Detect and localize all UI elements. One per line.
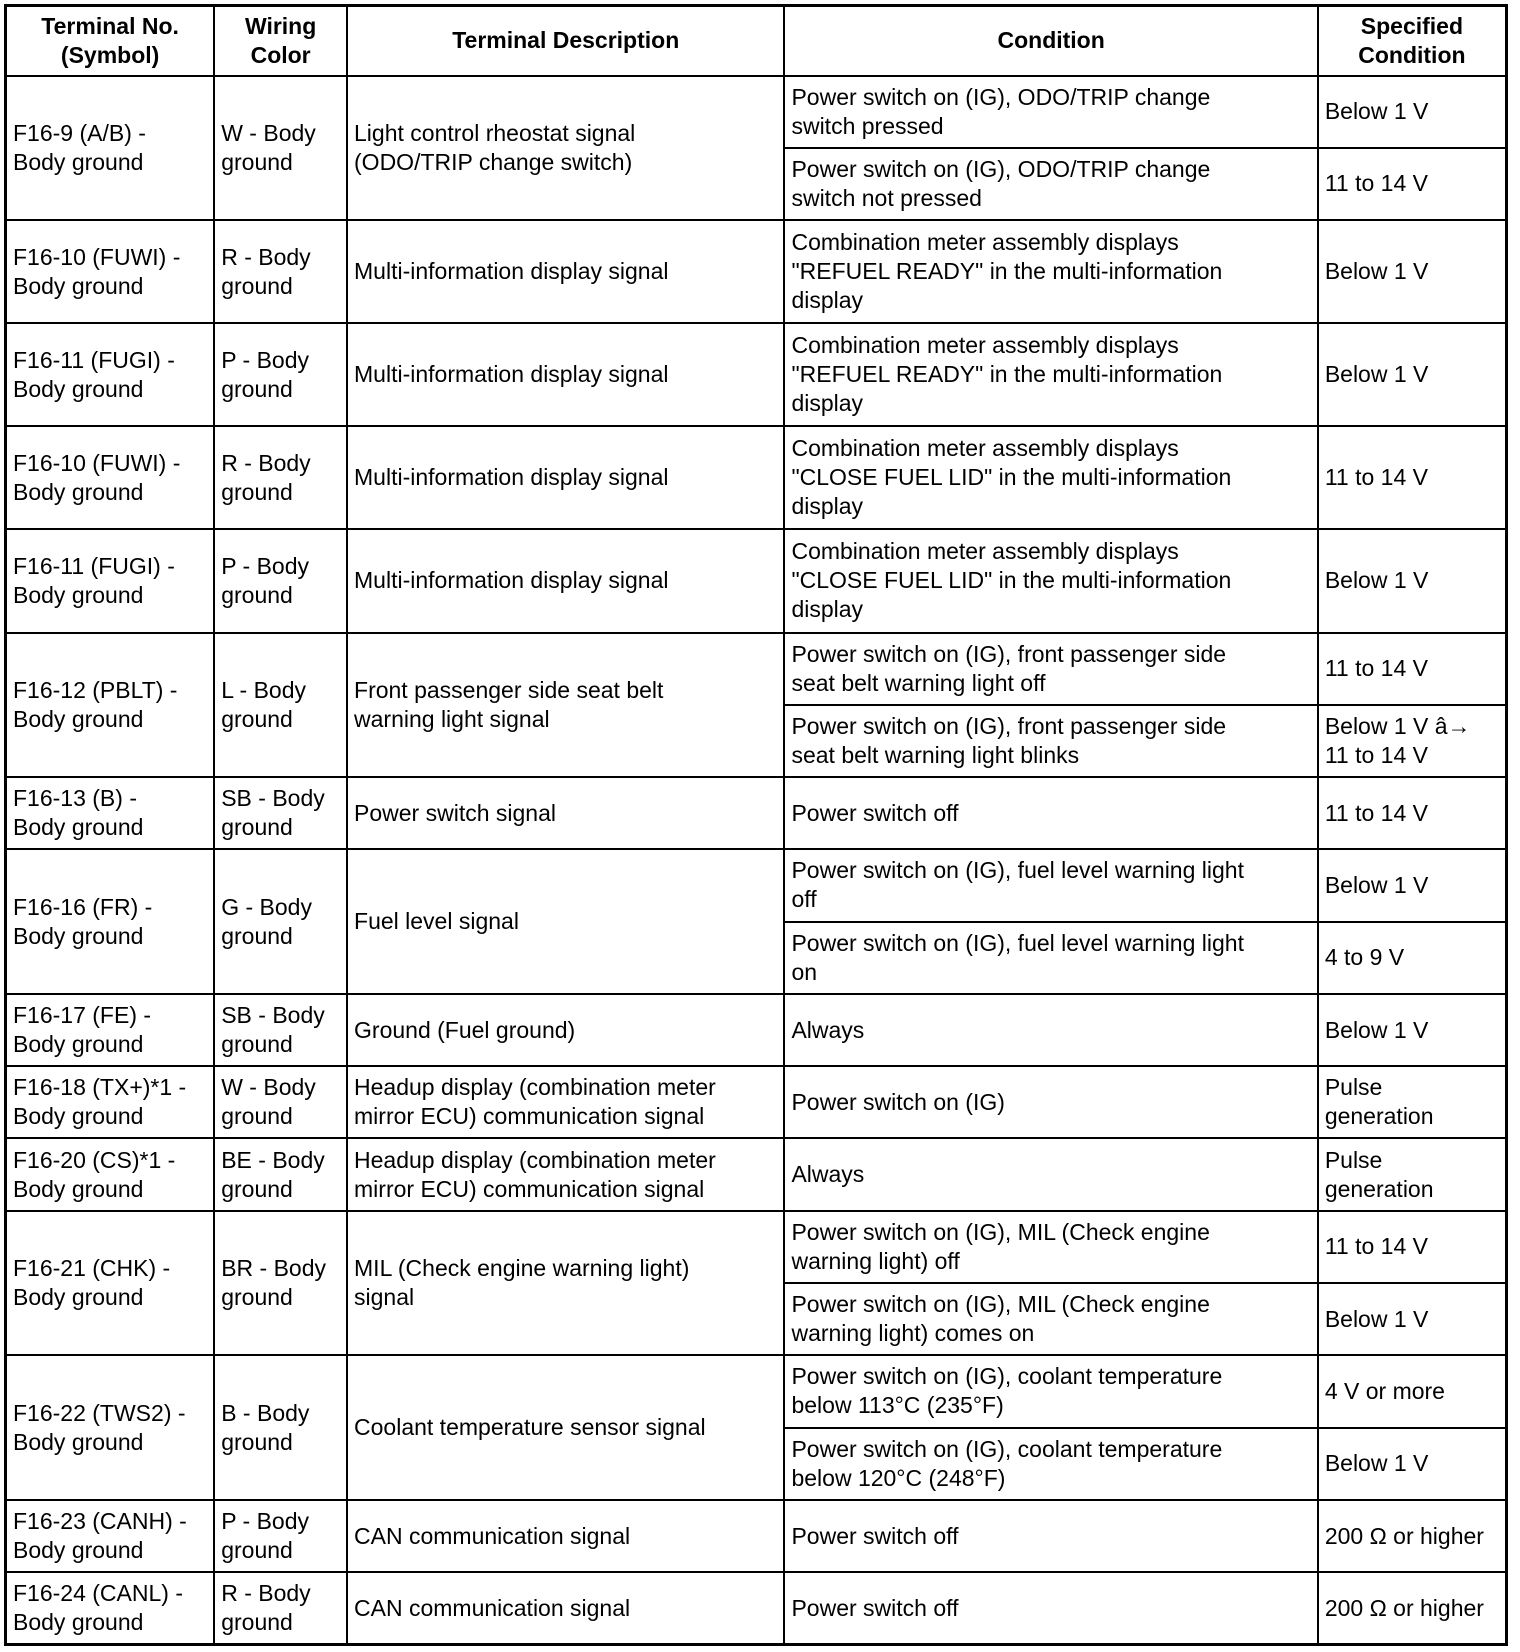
- terminal-line: F16-18 (TX+)*1 -: [13, 1074, 187, 1101]
- condition-line: below 113°C (235°F): [791, 1392, 1004, 1419]
- description-line: Multi-information display signal: [354, 258, 669, 285]
- header-specified-line1: Specified: [1360, 12, 1464, 39]
- wiring-line: W - Body: [221, 1074, 316, 1101]
- table-row: [6, 1572, 1507, 1644]
- specified-condition-cell: [1318, 529, 1507, 632]
- description-line: MIL (Check engine warning light): [354, 1255, 690, 1282]
- wiring-color-cell: [214, 777, 347, 849]
- condition-line: Power switch off: [791, 1522, 959, 1549]
- terminal-cell: [6, 1138, 215, 1210]
- description-line: Power switch signal: [354, 799, 556, 826]
- header-wiring: [214, 6, 347, 76]
- specified-condition-cell: [1318, 922, 1507, 994]
- condition-line: Power switch on (IG), ODO/TRIP change: [791, 83, 1211, 110]
- terminal-line: Body ground: [13, 814, 144, 841]
- condition-line: warning light) off: [791, 1247, 960, 1274]
- table-header-row: [6, 6, 1507, 76]
- condition-line: Power switch on (IG), coolant temperature: [791, 1363, 1223, 1390]
- specified-line: Below 1 V: [1324, 1450, 1429, 1477]
- terminal-cell: [6, 777, 215, 849]
- specified-line: 200 Ω or higher: [1324, 1522, 1484, 1549]
- terminal-line: F16-11 (FUGI) -: [13, 346, 175, 373]
- condition-cell: [784, 922, 1317, 994]
- condition-line: Combination meter assembly displays: [791, 332, 1179, 359]
- header-terminal-line1: Terminal No.: [41, 12, 179, 39]
- wiring-line: G - Body: [221, 893, 312, 920]
- wiring-line: SB - Body: [221, 1002, 325, 1029]
- specified-condition-cell: [1318, 1283, 1507, 1355]
- condition-cell: [784, 705, 1317, 777]
- wiring-color-cell: [214, 426, 347, 529]
- header-specified-line2: Condition: [1358, 41, 1466, 68]
- wiring-line: ground: [221, 1175, 293, 1202]
- description-line: Light control rheostat signal: [354, 119, 636, 146]
- specified-line: 11 to 14 V: [1324, 741, 1428, 768]
- terminal-cell: [6, 76, 215, 221]
- table-row: [6, 777, 1507, 849]
- header-wiring-line1: Wiring: [244, 12, 317, 39]
- specified-line: Below 1 V: [1324, 258, 1429, 285]
- specified-line: Below 1 V: [1324, 567, 1429, 594]
- specified-condition-cell: [1318, 76, 1507, 148]
- wiring-color-cell: [214, 1355, 347, 1500]
- wiring-line: ground: [221, 148, 293, 175]
- terminal-cell: [6, 529, 215, 632]
- header-description: Terminal Description: [347, 6, 784, 76]
- terminal-line: F16-9 (A/B) -: [13, 119, 146, 146]
- wiring-line: ground: [221, 581, 293, 608]
- condition-line: "REFUEL READY" in the multi-information: [791, 361, 1223, 388]
- condition-cell: [784, 994, 1317, 1066]
- wiring-line: W - Body: [221, 119, 316, 146]
- condition-line: seat belt warning light off: [791, 669, 1046, 696]
- condition-line: on: [791, 958, 818, 985]
- terminal-line: F16-10 (FUWI) -: [13, 243, 181, 270]
- condition-line: Power switch on (IG): [791, 1088, 1005, 1115]
- terminal-cell: [6, 633, 215, 778]
- specified-line: Below 1 V: [1324, 1305, 1429, 1332]
- description-cell: [347, 1500, 784, 1572]
- terminal-line: Body ground: [13, 375, 144, 402]
- condition-line: Combination meter assembly displays: [791, 229, 1179, 256]
- description-line: Coolant temperature sensor signal: [354, 1414, 706, 1441]
- wiring-line: L - Body: [221, 676, 307, 703]
- condition-line: Combination meter assembly displays: [791, 435, 1179, 462]
- specified-condition-cell: [1318, 994, 1507, 1066]
- condition-cell: [784, 220, 1317, 323]
- terminal-line: F16-24 (CANL) -: [13, 1580, 183, 1607]
- wiring-line: P - Body: [221, 552, 309, 579]
- specified-line: generation: [1324, 1175, 1434, 1202]
- table-row: [6, 1066, 1507, 1138]
- specified-line: Pulse: [1324, 1074, 1383, 1101]
- table-row: [6, 1138, 1507, 1210]
- wiring-color-cell: [214, 1500, 347, 1572]
- terminal-line: F16-13 (B) -: [13, 785, 137, 812]
- header-terminal: [6, 6, 215, 76]
- condition-line: Power switch on (IG), ODO/TRIP change: [791, 155, 1211, 182]
- specified-line: 11 to 14 V: [1324, 464, 1428, 491]
- condition-line: Power switch off: [791, 1594, 959, 1621]
- header-specified: [1318, 6, 1507, 76]
- wiring-color-cell: [214, 1066, 347, 1138]
- table-row: [6, 849, 1507, 921]
- specified-line: Below 1 V â→: [1324, 712, 1471, 739]
- description-line: warning light signal: [354, 705, 550, 732]
- specified-condition-cell: [1318, 1066, 1507, 1138]
- wiring-line: SB - Body: [221, 785, 325, 812]
- terminal-line: F16-10 (FUWI) -: [13, 449, 181, 476]
- terminal-line: Body ground: [13, 1609, 144, 1636]
- description-cell: [347, 1572, 784, 1644]
- terminal-line: Body ground: [13, 148, 144, 175]
- table-row: [6, 426, 1507, 529]
- wiring-line: ground: [221, 272, 293, 299]
- description-cell: [347, 1355, 784, 1500]
- table-row: [6, 323, 1507, 426]
- description-line: mirror ECU) communication signal: [354, 1175, 705, 1202]
- condition-cell: [784, 1283, 1317, 1355]
- description-line: (ODO/TRIP change switch): [354, 148, 633, 175]
- terminal-line: F16-16 (FR) -: [13, 893, 153, 920]
- description-cell: [347, 76, 784, 221]
- terminal-line: F16-11 (FUGI) -: [13, 552, 175, 579]
- terminal-line: Body ground: [13, 1103, 144, 1130]
- condition-line: switch pressed: [791, 112, 944, 139]
- wiring-line: ground: [221, 1103, 293, 1130]
- description-cell: [347, 426, 784, 529]
- specified-condition-cell: [1318, 148, 1507, 220]
- terminal-cell: [6, 1066, 215, 1138]
- terminal-line: Body ground: [13, 922, 144, 949]
- specified-condition-cell: [1318, 1355, 1507, 1427]
- condition-line: Power switch on (IG), MIL (Check engine: [791, 1291, 1210, 1318]
- table-row: [6, 1355, 1507, 1427]
- condition-cell: [784, 426, 1317, 529]
- condition-cell: [784, 777, 1317, 849]
- description-line: Headup display (combination meter: [354, 1146, 716, 1173]
- terminal-line: F16-17 (FE) -: [13, 1002, 152, 1029]
- condition-line: switch not pressed: [791, 184, 982, 211]
- wiring-line: ground: [221, 375, 293, 402]
- wiring-line: R - Body: [221, 243, 311, 270]
- specified-line: Below 1 V: [1324, 361, 1429, 388]
- description-line: Multi-information display signal: [354, 464, 669, 491]
- table-row: [6, 76, 1507, 148]
- header-condition: Condition: [784, 6, 1317, 76]
- terminal-cell: [6, 220, 215, 323]
- wiring-color-cell: [214, 849, 347, 994]
- description-cell: [347, 994, 784, 1066]
- condition-line: display: [791, 493, 864, 520]
- wiring-line: P - Body: [221, 346, 309, 373]
- description-cell: [347, 323, 784, 426]
- specified-condition-cell: [1318, 705, 1507, 777]
- specified-condition-cell: [1318, 1572, 1507, 1644]
- specified-condition-cell: [1318, 777, 1507, 849]
- wiring-line: ground: [221, 922, 293, 949]
- terminal-line: Body ground: [13, 1284, 144, 1311]
- condition-cell: [784, 1428, 1317, 1500]
- table-body: [6, 76, 1507, 1645]
- specified-condition-cell: [1318, 633, 1507, 705]
- description-line: Ground (Fuel ground): [354, 1016, 576, 1043]
- wiring-line: ground: [221, 478, 293, 505]
- specified-line: Below 1 V: [1324, 98, 1429, 125]
- specified-line: 11 to 14 V: [1324, 799, 1428, 826]
- description-line: CAN communication signal: [354, 1522, 631, 1549]
- condition-line: display: [791, 287, 864, 314]
- specified-condition-cell: [1318, 323, 1507, 426]
- wiring-line: ground: [221, 814, 293, 841]
- description-cell: [347, 849, 784, 994]
- condition-cell: [784, 849, 1317, 921]
- header-terminal-line2: (Symbol): [60, 41, 160, 68]
- specified-line: Pulse: [1324, 1146, 1383, 1173]
- table-row: [6, 1211, 1507, 1283]
- condition-line: Power switch on (IG), coolant temperature: [791, 1435, 1223, 1462]
- terminal-cell: [6, 994, 215, 1066]
- terminal-line: F16-20 (CS)*1 -: [13, 1146, 176, 1173]
- description-cell: [347, 1211, 784, 1356]
- wiring-color-cell: [214, 76, 347, 221]
- wiring-color-cell: [214, 633, 347, 778]
- table-row: [6, 994, 1507, 1066]
- description-line: Fuel level signal: [354, 908, 519, 935]
- wiring-line: ground: [221, 1284, 293, 1311]
- condition-cell: [784, 323, 1317, 426]
- wiring-line: BE - Body: [221, 1146, 325, 1173]
- terminal-cell: [6, 426, 215, 529]
- header-wiring-line2: Color: [250, 41, 311, 68]
- condition-line: display: [791, 596, 864, 623]
- wiring-line: ground: [221, 1609, 293, 1636]
- terminal-line: Body ground: [13, 1428, 144, 1455]
- condition-line: Power switch off: [791, 799, 959, 826]
- specified-line: Below 1 V: [1324, 1016, 1429, 1043]
- wiring-color-cell: [214, 529, 347, 632]
- condition-line: display: [791, 390, 864, 417]
- condition-cell: [784, 1500, 1317, 1572]
- terminal-cell: [6, 323, 215, 426]
- condition-line: seat belt warning light blinks: [791, 741, 1080, 768]
- terminal-cell: [6, 1500, 215, 1572]
- specified-condition-cell: [1318, 1500, 1507, 1572]
- description-line: Headup display (combination meter: [354, 1074, 716, 1101]
- terminal-line: F16-12 (PBLT) -: [13, 676, 178, 703]
- wiring-color-cell: [214, 994, 347, 1066]
- specified-condition-cell: [1318, 1428, 1507, 1500]
- table-row: [6, 220, 1507, 323]
- condition-line: below 120°C (248°F): [791, 1464, 1006, 1491]
- specified-line: 4 to 9 V: [1324, 944, 1405, 971]
- description-line: Front passenger side seat belt: [354, 676, 664, 703]
- terminal-cell: [6, 1211, 215, 1356]
- condition-line: Power switch on (IG), front passenger side: [791, 712, 1227, 739]
- specified-line: 11 to 14 V: [1324, 1233, 1428, 1260]
- description-cell: [347, 220, 784, 323]
- table-row: [6, 1500, 1507, 1572]
- condition-line: "CLOSE FUEL LID" in the multi-information: [791, 464, 1232, 491]
- terminal-cell: [6, 1355, 215, 1500]
- wiring-line: R - Body: [221, 1580, 311, 1607]
- specified-line: generation: [1324, 1103, 1434, 1130]
- specified-condition-cell: [1318, 849, 1507, 921]
- description-line: Multi-information display signal: [354, 567, 669, 594]
- terminal-line: Body ground: [13, 1031, 144, 1058]
- document-page: [4, 4, 1508, 1646]
- specified-line: 11 to 14 V: [1324, 170, 1428, 197]
- description-cell: [347, 633, 784, 778]
- description-cell: [347, 1138, 784, 1210]
- condition-cell: [784, 1211, 1317, 1283]
- description-line: CAN communication signal: [354, 1594, 631, 1621]
- table-row: [6, 529, 1507, 632]
- condition-line: Combination meter assembly displays: [791, 538, 1179, 565]
- condition-line: Power switch on (IG), fuel level warning light: [791, 929, 1244, 956]
- condition-line: Always: [791, 1016, 865, 1043]
- specified-line: 4 V or more: [1324, 1377, 1445, 1404]
- terminal-line: Body ground: [13, 705, 144, 732]
- description-line: Multi-information display signal: [354, 361, 669, 388]
- condition-cell: [784, 633, 1317, 705]
- terminal-line: Body ground: [13, 1537, 144, 1564]
- specified-condition-cell: [1318, 1211, 1507, 1283]
- condition-cell: [784, 1066, 1317, 1138]
- condition-cell: [784, 1138, 1317, 1210]
- description-line: mirror ECU) communication signal: [354, 1103, 705, 1130]
- wiring-line: ground: [221, 705, 293, 732]
- terminal-line: F16-23 (CANH) -: [13, 1508, 187, 1535]
- wiring-line: ground: [221, 1428, 293, 1455]
- terminal-line: Body ground: [13, 1175, 144, 1202]
- description-cell: [347, 529, 784, 632]
- wiring-color-cell: [214, 1211, 347, 1356]
- wiring-line: R - Body: [221, 449, 311, 476]
- condition-line: "REFUEL READY" in the multi-information: [791, 258, 1223, 285]
- specified-condition-cell: [1318, 1138, 1507, 1210]
- condition-line: warning light) comes on: [791, 1320, 1035, 1347]
- condition-cell: [784, 1355, 1317, 1427]
- terminal-cell: [6, 1572, 215, 1644]
- description-cell: [347, 777, 784, 849]
- terminal-line: Body ground: [13, 581, 144, 608]
- condition-line: Power switch on (IG), front passenger side: [791, 640, 1227, 667]
- specified-line: 200 Ω or higher: [1324, 1594, 1484, 1621]
- condition-cell: [784, 148, 1317, 220]
- wiring-color-cell: [214, 1572, 347, 1644]
- description-cell: [347, 1066, 784, 1138]
- condition-cell: [784, 1572, 1317, 1644]
- condition-line: Power switch on (IG), MIL (Check engine: [791, 1218, 1210, 1245]
- wiring-line: BR - Body: [221, 1255, 327, 1282]
- specified-line: 11 to 14 V: [1324, 655, 1428, 682]
- condition-cell: [784, 76, 1317, 148]
- wiring-line: ground: [221, 1031, 293, 1058]
- table-row: [6, 633, 1507, 705]
- terminal-cell: [6, 849, 215, 994]
- terminal-spec-table: [4, 4, 1508, 1646]
- specified-condition-cell: [1318, 426, 1507, 529]
- terminal-line: F16-21 (CHK) -: [13, 1255, 171, 1282]
- wiring-color-cell: [214, 220, 347, 323]
- condition-line: off: [791, 886, 817, 913]
- specified-condition-cell: [1318, 220, 1507, 323]
- terminal-line: F16-22 (TWS2) -: [13, 1399, 186, 1426]
- condition-line: "CLOSE FUEL LID" in the multi-information: [791, 567, 1232, 594]
- description-line: signal: [354, 1284, 415, 1311]
- wiring-color-cell: [214, 323, 347, 426]
- condition-line: Always: [791, 1161, 865, 1188]
- terminal-line: Body ground: [13, 272, 144, 299]
- terminal-line: Body ground: [13, 478, 144, 505]
- wiring-line: ground: [221, 1537, 293, 1564]
- wiring-line: P - Body: [221, 1508, 309, 1535]
- wiring-line: B - Body: [221, 1399, 310, 1426]
- wiring-color-cell: [214, 1138, 347, 1210]
- condition-cell: [784, 529, 1317, 632]
- condition-line: Power switch on (IG), fuel level warning light: [791, 857, 1244, 884]
- specified-line: Below 1 V: [1324, 871, 1429, 898]
